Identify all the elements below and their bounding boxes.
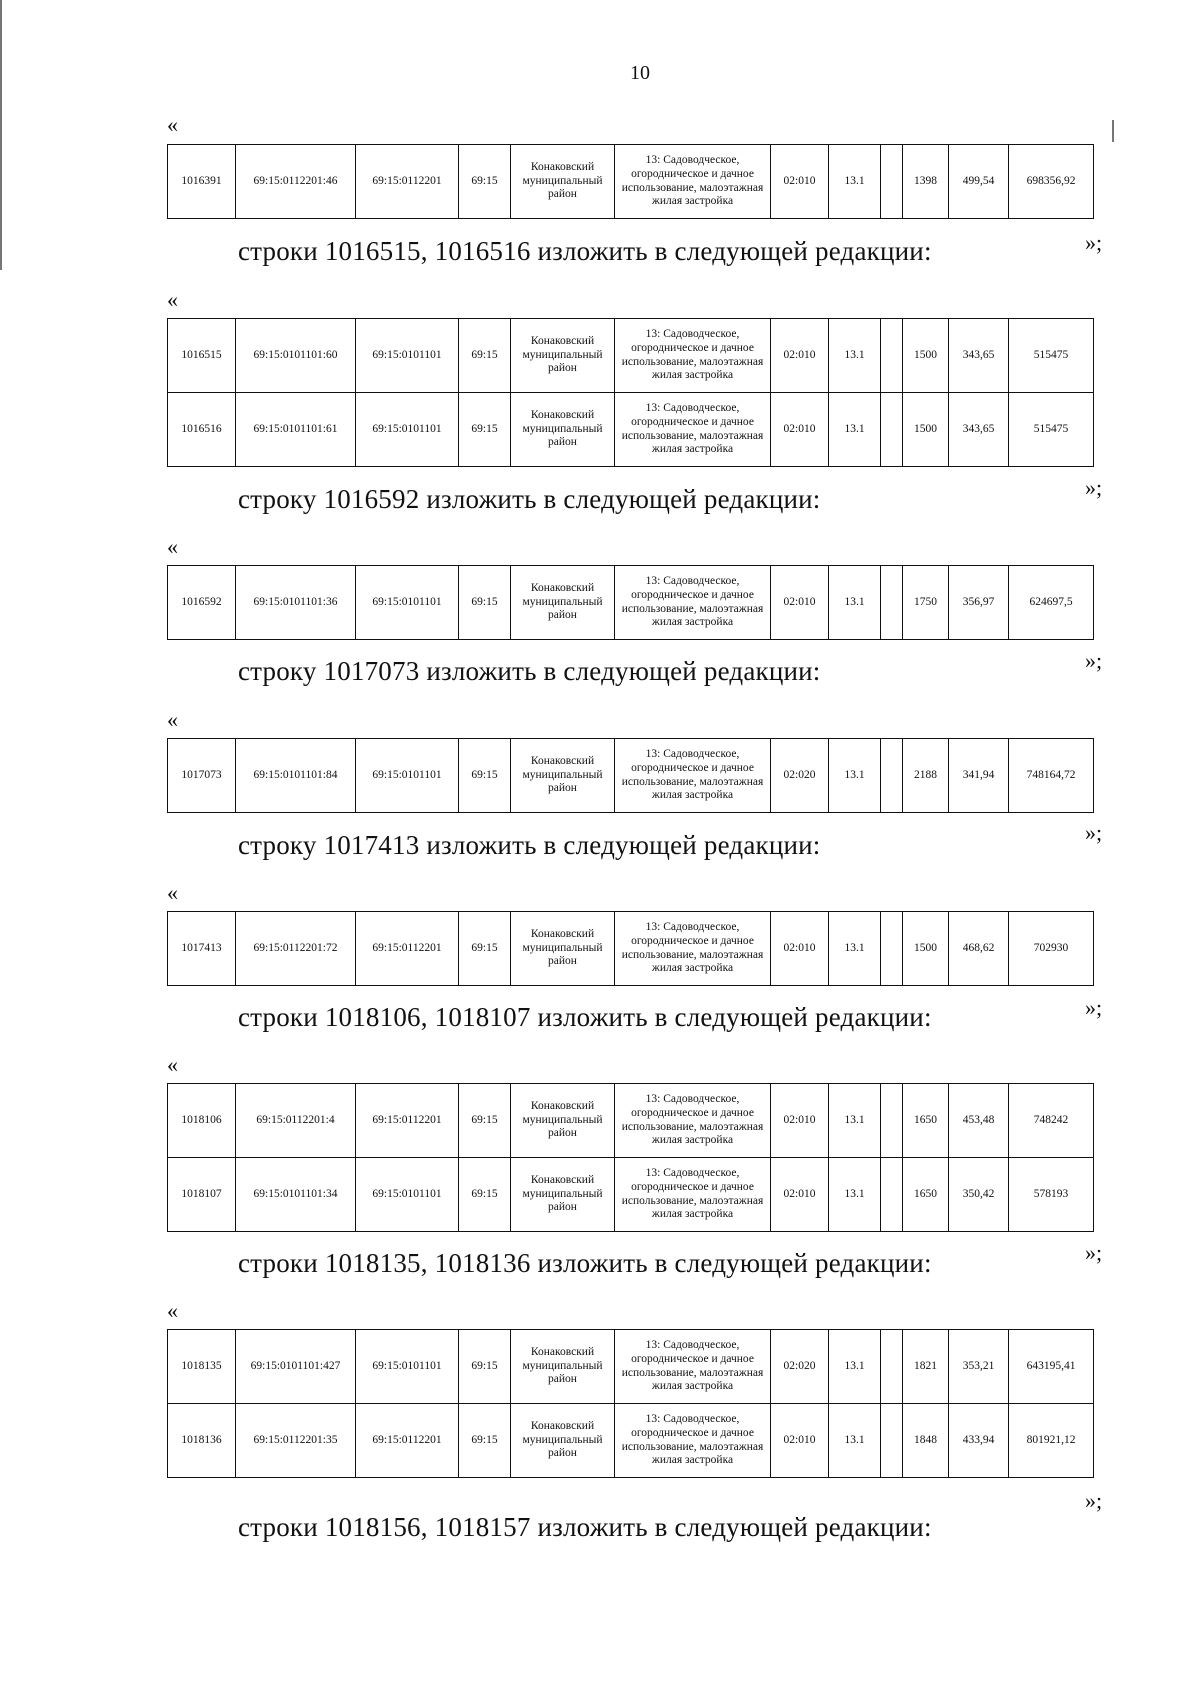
- land-use-group-cell: 13: Садоводческое, огородническое и дачное использование, малоэтажная жилая застройка: [615, 1158, 771, 1232]
- subgroup-cell: 13.1: [829, 145, 881, 219]
- cadastral-value-cell: 578193: [1009, 1158, 1094, 1232]
- cadastral-value-cell: 748242: [1009, 1084, 1094, 1158]
- cadastral-district-cell: 69:15: [459, 393, 511, 467]
- table-row: [168, 566, 1094, 640]
- closing-quote: »;: [1085, 1488, 1103, 1513]
- subgroup-cell: 13.1: [829, 1404, 881, 1478]
- specific-value-cell: 433,94: [949, 1404, 1009, 1478]
- land-use-group-cell: 13: Садоводческое, огородническое и дачное использование, малоэтажная жилая застройка: [615, 1330, 771, 1404]
- specific-value-cell: 453,48: [949, 1084, 1009, 1158]
- amendment-table: [167, 318, 1094, 467]
- land-use-group-cell: 13: Садоводческое, огородническое и дачное использование, малоэтажная жилая застройка: [615, 1084, 771, 1158]
- empty-cell: [881, 1158, 903, 1232]
- cadastral-value-cell: 702930: [1009, 912, 1094, 986]
- code-cell: 02:010: [771, 912, 829, 986]
- land-use-group-cell: 13: Садоводческое, огородническое и дачное использование, малоэтажная жилая застройка: [615, 319, 771, 393]
- closing-quote: »;: [1085, 820, 1103, 845]
- cadastral-value-cell: 801921,12: [1009, 1404, 1094, 1478]
- municipality-cell: Конаковский муниципальный район: [511, 393, 615, 467]
- area-cell: 1821: [903, 1330, 949, 1404]
- area-cell: 1848: [903, 1404, 949, 1478]
- empty-cell: [881, 1404, 903, 1478]
- area-cell: 1500: [903, 393, 949, 467]
- instruction-text: строки 1016515, 1016516 изложить в следующей редакции:: [238, 236, 932, 266]
- cadastral-district-cell: 69:15: [459, 912, 511, 986]
- cadastral-number-cell: 69:15:0101101:84: [236, 739, 356, 813]
- land-use-group-cell: 13: Садоводческое, огородническое и дачное использование, малоэтажная жилая застройка: [615, 393, 771, 467]
- subgroup-cell: 13.1: [829, 1158, 881, 1232]
- closing-quote: »;: [1085, 1240, 1103, 1265]
- specific-value-cell: 350,42: [949, 1158, 1009, 1232]
- empty-cell: [881, 393, 903, 467]
- amendment-table: [167, 144, 1094, 219]
- municipality-cell: Конаковский муниципальный район: [511, 912, 615, 986]
- municipality-cell: Конаковский муниципальный район: [511, 1158, 615, 1232]
- cadastral-number-cell: 69:15:0112201:35: [236, 1404, 356, 1478]
- subgroup-cell: 13.1: [829, 393, 881, 467]
- amendment-table: [167, 911, 1094, 986]
- table-row: [168, 1404, 1094, 1478]
- cadastral-district-cell: 69:15: [459, 566, 511, 640]
- cadastral-value-cell: 515475: [1009, 319, 1094, 393]
- cadastral-number-cell: 69:15:0112201:46: [236, 145, 356, 219]
- cadastral-number-cell: 69:15:0112201:4: [236, 1084, 356, 1158]
- empty-cell: [881, 912, 903, 986]
- area-cell: 1500: [903, 319, 949, 393]
- opening-quote: «: [167, 287, 178, 312]
- land-use-group-cell: 13: Садоводческое, огородническое и дачное использование, малоэтажная жилая застройка: [615, 566, 771, 640]
- empty-cell: [881, 1330, 903, 1404]
- specific-value-cell: 356,97: [949, 566, 1009, 640]
- table-row: [168, 739, 1094, 813]
- code-cell: 02:020: [771, 739, 829, 813]
- opening-quote: «: [167, 112, 178, 137]
- code-cell: 02:010: [771, 1158, 829, 1232]
- opening-quote: «: [167, 707, 178, 732]
- row-number-cell: 1018107: [168, 1158, 236, 1232]
- empty-cell: [881, 319, 903, 393]
- row-number-cell: 1018106: [168, 1084, 236, 1158]
- municipality-cell: Конаковский муниципальный район: [511, 145, 615, 219]
- amendment-table: [167, 1083, 1094, 1232]
- scan-edge-mark: [0, 0, 2, 270]
- cadastral-number-cell: 69:15:0101101:34: [236, 1158, 356, 1232]
- land-use-group-cell: 13: Садоводческое, огородническое и дачное использование, малоэтажная жилая застройка: [615, 145, 771, 219]
- table-row: [168, 1084, 1094, 1158]
- row-number-cell: 1016391: [168, 145, 236, 219]
- table-row: [168, 1158, 1094, 1232]
- instruction-text: строки 1018106, 1018107 изложить в следующей редакции:: [238, 1002, 932, 1032]
- land-use-group-cell: 13: Садоводческое, огородническое и дачное использование, малоэтажная жилая застройка: [615, 1404, 771, 1478]
- cadastral-block-cell: 69:15:0101101: [356, 1330, 459, 1404]
- code-cell: 02:010: [771, 1404, 829, 1478]
- instruction-text: строку 1016592 изложить в следующей редакции:: [238, 484, 821, 514]
- cadastral-district-cell: 69:15: [459, 1404, 511, 1478]
- instruction-text: строку 1017413 изложить в следующей редакции:: [238, 830, 821, 860]
- closing-quote: »;: [1085, 475, 1103, 500]
- municipality-cell: Конаковский муниципальный район: [511, 566, 615, 640]
- page-number: 10: [630, 62, 650, 84]
- cadastral-district-cell: 69:15: [459, 1330, 511, 1404]
- table-row: [168, 912, 1094, 986]
- row-number-cell: 1016516: [168, 393, 236, 467]
- area-cell: 1650: [903, 1084, 949, 1158]
- row-number-cell: 1018135: [168, 1330, 236, 1404]
- cadastral-block-cell: 69:15:0112201: [356, 145, 459, 219]
- cadastral-block-cell: 69:15:0112201: [356, 1404, 459, 1478]
- cadastral-number-cell: 69:15:0101101:427: [236, 1330, 356, 1404]
- closing-quote: »;: [1085, 995, 1103, 1020]
- opening-quote: «: [167, 880, 178, 905]
- municipality-cell: Конаковский муниципальный район: [511, 1084, 615, 1158]
- table-row: [168, 145, 1094, 219]
- opening-quote: «: [167, 534, 178, 559]
- cadastral-district-cell: 69:15: [459, 1158, 511, 1232]
- table-row: [168, 319, 1094, 393]
- closing-quote: »;: [1085, 648, 1103, 673]
- subgroup-cell: 13.1: [829, 1084, 881, 1158]
- cadastral-block-cell: 69:15:0101101: [356, 1158, 459, 1232]
- code-cell: 02:010: [771, 1084, 829, 1158]
- table-row: [168, 1330, 1094, 1404]
- empty-cell: [881, 145, 903, 219]
- cadastral-value-cell: 643195,41: [1009, 1330, 1094, 1404]
- instruction-text: строки 1018156, 1018157 изложить в следующей редакции:: [238, 1512, 932, 1542]
- area-cell: 1500: [903, 912, 949, 986]
- row-number-cell: 1018136: [168, 1404, 236, 1478]
- code-cell: 02:010: [771, 319, 829, 393]
- row-number-cell: 1016515: [168, 319, 236, 393]
- cadastral-district-cell: 69:15: [459, 1084, 511, 1158]
- cadastral-value-cell: 515475: [1009, 393, 1094, 467]
- area-cell: 1650: [903, 1158, 949, 1232]
- cadastral-value-cell: 624697,5: [1009, 566, 1094, 640]
- cadastral-district-cell: 69:15: [459, 739, 511, 813]
- code-cell: 02:020: [771, 1330, 829, 1404]
- cadastral-block-cell: 69:15:0101101: [356, 566, 459, 640]
- row-number-cell: 1016592: [168, 566, 236, 640]
- specific-value-cell: 343,65: [949, 393, 1009, 467]
- opening-quote: «: [167, 1298, 178, 1323]
- specific-value-cell: 468,62: [949, 912, 1009, 986]
- opening-quote: «: [167, 1052, 178, 1077]
- row-number-cell: 1017073: [168, 739, 236, 813]
- cadastral-block-cell: 69:15:0112201: [356, 1084, 459, 1158]
- empty-cell: [881, 1084, 903, 1158]
- municipality-cell: Конаковский муниципальный район: [511, 319, 615, 393]
- cadastral-block-cell: 69:15:0101101: [356, 393, 459, 467]
- cadastral-district-cell: 69:15: [459, 145, 511, 219]
- subgroup-cell: 13.1: [829, 1330, 881, 1404]
- instruction-text: строку 1017073 изложить в следующей редакции:: [238, 656, 821, 686]
- specific-value-cell: 499,54: [949, 145, 1009, 219]
- municipality-cell: Конаковский муниципальный район: [511, 1330, 615, 1404]
- land-use-group-cell: 13: Садоводческое, огородническое и дачное использование, малоэтажная жилая застройка: [615, 739, 771, 813]
- empty-cell: [881, 739, 903, 813]
- amendment-table: [167, 738, 1094, 813]
- cadastral-block-cell: 69:15:0101101: [356, 319, 459, 393]
- table-row: [168, 393, 1094, 467]
- cadastral-number-cell: 69:15:0101101:60: [236, 319, 356, 393]
- cadastral-value-cell: 698356,92: [1009, 145, 1094, 219]
- code-cell: 02:010: [771, 566, 829, 640]
- cadastral-block-cell: 69:15:0101101: [356, 739, 459, 813]
- cadastral-number-cell: 69:15:0101101:36: [236, 566, 356, 640]
- cadastral-number-cell: 69:15:0112201:72: [236, 912, 356, 986]
- subgroup-cell: 13.1: [829, 739, 881, 813]
- closing-quote: »;: [1085, 230, 1103, 255]
- empty-cell: [881, 566, 903, 640]
- area-cell: 1398: [903, 145, 949, 219]
- specific-value-cell: 341,94: [949, 739, 1009, 813]
- row-number-cell: 1017413: [168, 912, 236, 986]
- scan-edge-mark: [1112, 120, 1114, 142]
- specific-value-cell: 353,21: [949, 1330, 1009, 1404]
- cadastral-number-cell: 69:15:0101101:61: [236, 393, 356, 467]
- area-cell: 1750: [903, 566, 949, 640]
- subgroup-cell: 13.1: [829, 566, 881, 640]
- cadastral-value-cell: 748164,72: [1009, 739, 1094, 813]
- subgroup-cell: 13.1: [829, 912, 881, 986]
- amendment-table: [167, 565, 1094, 640]
- area-cell: 2188: [903, 739, 949, 813]
- amendment-table: [167, 1329, 1094, 1478]
- municipality-cell: Конаковский муниципальный район: [511, 739, 615, 813]
- cadastral-district-cell: 69:15: [459, 319, 511, 393]
- land-use-group-cell: 13: Садоводческое, огородническое и дачное использование, малоэтажная жилая застройка: [615, 912, 771, 986]
- municipality-cell: Конаковский муниципальный район: [511, 1404, 615, 1478]
- code-cell: 02:010: [771, 145, 829, 219]
- cadastral-block-cell: 69:15:0112201: [356, 912, 459, 986]
- instruction-text: строки 1018135, 1018136 изложить в следующей редакции:: [238, 1248, 932, 1278]
- subgroup-cell: 13.1: [829, 319, 881, 393]
- code-cell: 02:010: [771, 393, 829, 467]
- specific-value-cell: 343,65: [949, 319, 1009, 393]
